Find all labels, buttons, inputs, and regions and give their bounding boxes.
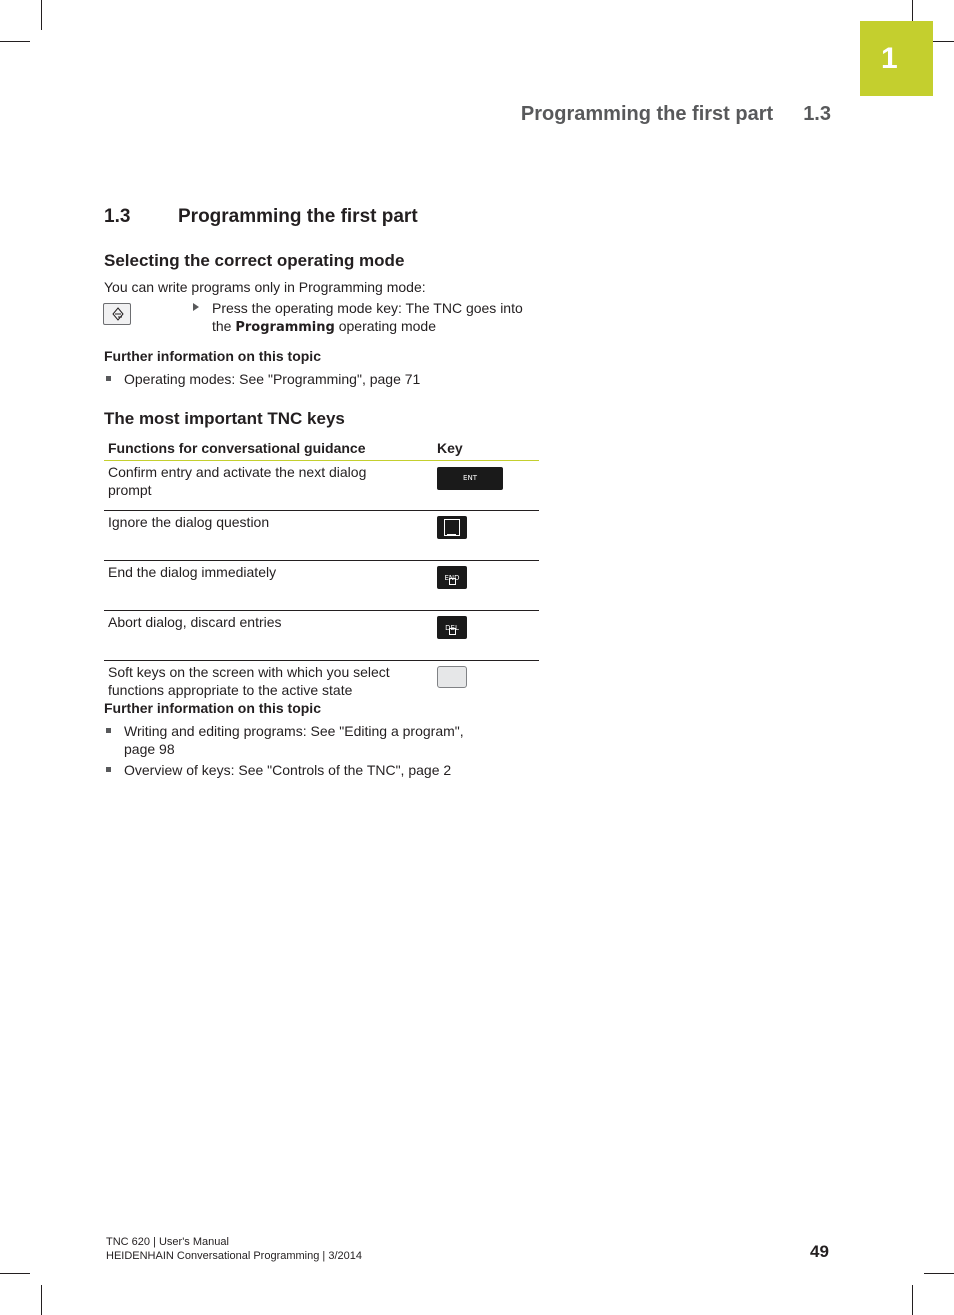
step-bold: Programming	[235, 320, 335, 335]
running-head	[480, 103, 831, 126]
ent-key-icon: ENT	[437, 467, 503, 490]
crop-mark	[0, 1273, 30, 1274]
bullet-icon	[106, 376, 111, 381]
further-info-heading-2: Further information on this topic	[104, 700, 321, 716]
page-number: 49	[810, 1242, 829, 1261]
footer-line1: TNC 620 | User's Manual	[106, 1236, 229, 1248]
table-cell-key	[433, 561, 539, 611]
step-post: operating mode	[334, 318, 437, 334]
step-line1: Press the operating mode key: The TNC goes into	[212, 300, 523, 316]
cell-line: functions appropriate to the active state	[108, 682, 353, 698]
tnc-keys-table	[104, 436, 539, 710]
running-head-number: 1.3	[803, 103, 831, 125]
section-title-text: Programming the first part	[178, 206, 418, 227]
keys-heading: The most important TNC keys	[104, 409, 345, 428]
further-info-heading: Further information on this topic	[104, 348, 321, 364]
list-item	[104, 761, 451, 779]
cell-line: End the dialog immediately	[108, 564, 277, 580]
footer	[106, 1235, 362, 1263]
step-pre: the	[212, 318, 236, 334]
footer-line2: HEIDENHAIN Conversational Programming | 3/2014	[106, 1250, 362, 1262]
chapter-tab: 1	[860, 21, 933, 96]
table-row	[104, 461, 539, 511]
col-key-header: Key	[433, 436, 539, 461]
col-function-header: Functions for conversational guidance	[104, 436, 433, 461]
table-cell-function	[104, 561, 433, 611]
table-cell-key	[433, 661, 539, 711]
cell-line: Ignore the dialog question	[108, 514, 270, 530]
section-title	[104, 206, 418, 228]
table-row	[104, 561, 539, 611]
table-cell-key	[433, 511, 539, 561]
softkey-icon	[437, 666, 467, 688]
list-item	[104, 370, 420, 388]
crop-mark	[924, 1273, 954, 1274]
crop-mark	[41, 0, 42, 30]
list-item	[104, 722, 464, 758]
table-cell-key	[433, 461, 539, 511]
table-cell-function	[104, 511, 433, 561]
cell-line: prompt	[108, 482, 152, 498]
list-item-text: Overview of keys: See "Controls of the TNC", page 2	[124, 762, 452, 778]
table-cell-key	[433, 611, 539, 661]
step-instruction	[193, 299, 538, 337]
no-ent-key-icon	[437, 516, 467, 539]
running-head-title: Programming the first part	[520, 103, 774, 125]
selecting-heading: Selecting the correct operating mode	[104, 251, 405, 270]
selecting-intro: You can write programs only in Programming mode:	[104, 279, 426, 295]
cell-line: Soft keys on the screen with which you select	[108, 664, 390, 680]
list-item-text: Operating modes: See "Programming", page 71	[124, 371, 421, 387]
del-key-icon: DEL	[437, 616, 467, 639]
table-row	[104, 511, 539, 561]
table-row	[104, 611, 539, 661]
crop-mark	[912, 1285, 913, 1315]
list-item-text: page 98	[124, 741, 175, 757]
crop-mark	[41, 1285, 42, 1315]
table-cell-function	[104, 461, 433, 511]
list-item-text: Writing and editing programs: See "Editing a program",	[124, 723, 464, 739]
bullet-icon	[106, 728, 111, 733]
cell-line: Abort dialog, discard entries	[108, 614, 282, 630]
step-arrow-icon	[193, 303, 199, 311]
section-number: 1.3	[104, 206, 131, 227]
table-cell-function	[104, 611, 433, 661]
table-header-row	[104, 436, 539, 461]
end-key-icon: END	[437, 566, 467, 589]
cell-line: Confirm entry and activate the next dialog	[108, 464, 367, 480]
bullet-icon	[106, 767, 111, 772]
crop-mark	[0, 41, 30, 42]
programming-mode-key-icon	[103, 303, 131, 325]
